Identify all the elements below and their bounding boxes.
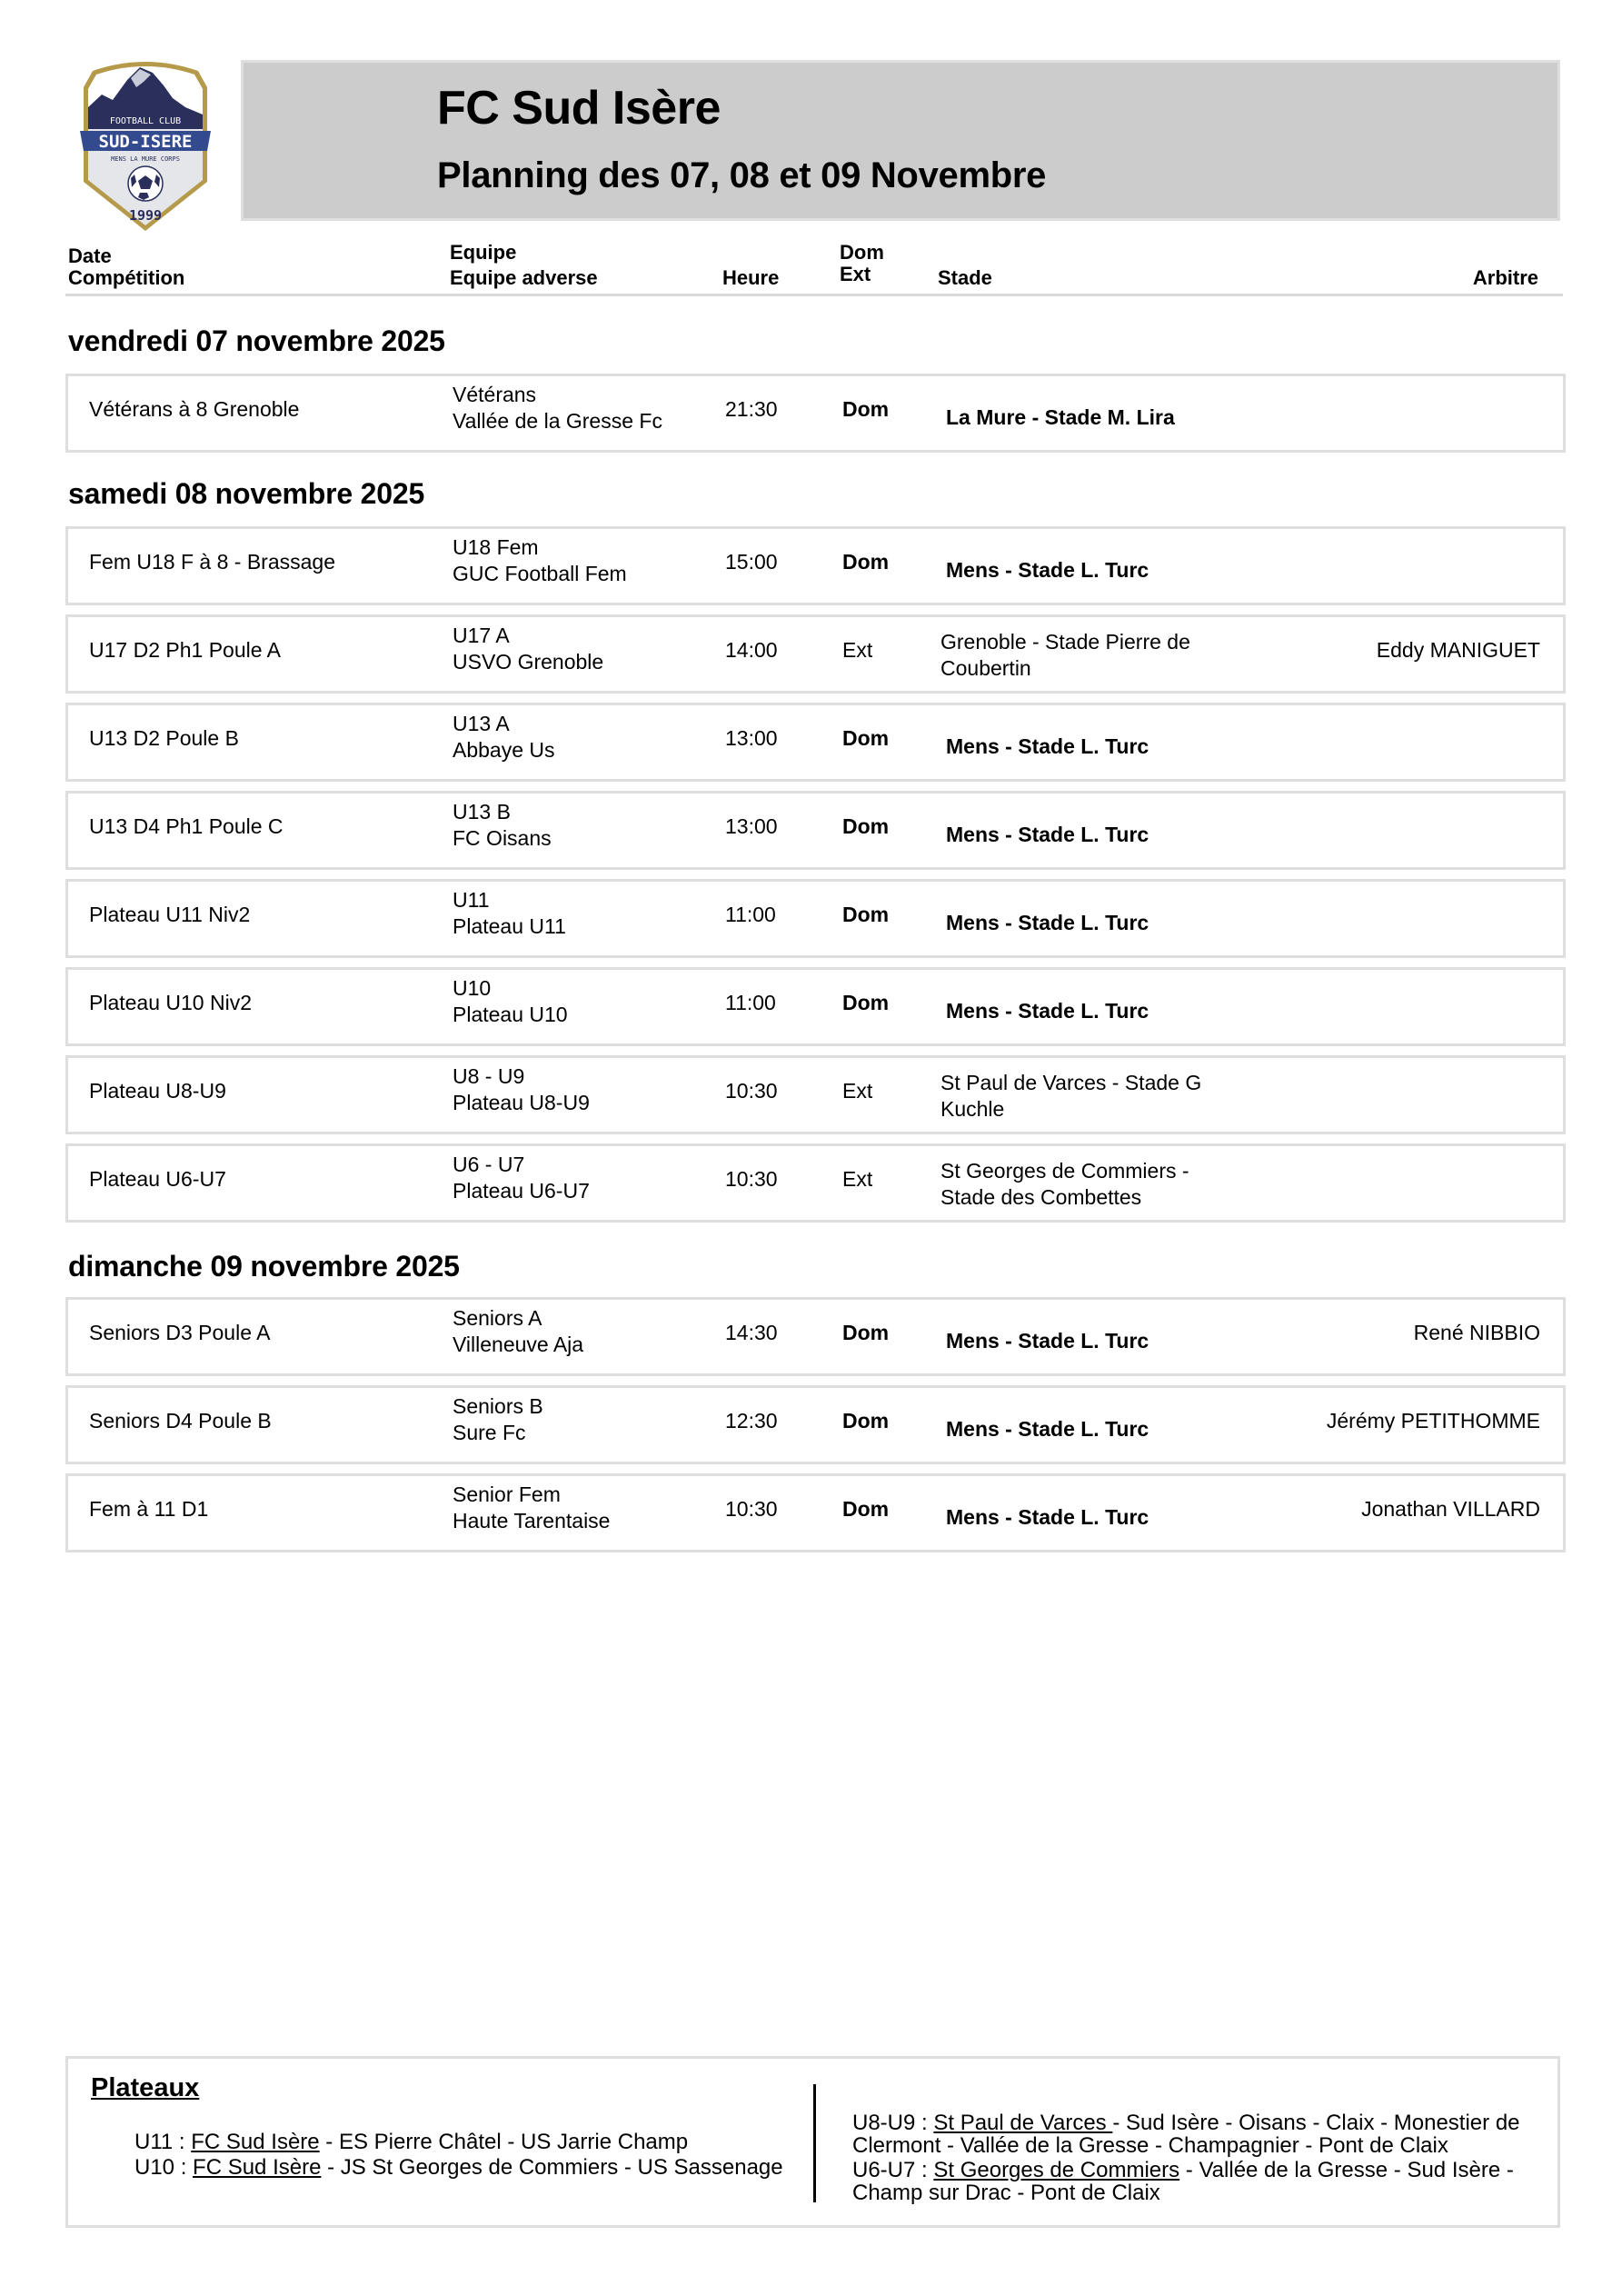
match-home-away: Dom — [842, 1497, 890, 1521]
match-home-away: Dom — [842, 1409, 890, 1433]
match-opponent: USVO Grenoble — [453, 650, 604, 674]
match-stadium — [946, 1309, 1246, 1373]
svg-text:1999: 1999 — [128, 207, 163, 224]
match-row — [65, 1297, 1566, 1376]
match-time: 14:00 — [725, 638, 778, 662]
match-team: Senior Fem — [453, 1482, 561, 1506]
header-date: Date — [68, 245, 112, 267]
stadium-name: St Paul de Varces - Stade G Kuchle — [940, 1071, 1202, 1121]
match-home-away: Ext — [842, 1079, 873, 1103]
match-row — [65, 967, 1566, 1046]
match-teams — [453, 534, 627, 587]
match-teams — [453, 623, 603, 675]
match-row — [65, 526, 1566, 605]
match-opponent: Plateau U10 — [453, 1003, 568, 1026]
match-competition: Fem à 11 D1 — [89, 1497, 209, 1521]
match-team: U18 Fem — [453, 535, 539, 559]
match-home-away: Ext — [842, 1167, 873, 1191]
match-teams — [453, 1063, 590, 1116]
plateau-category: U6-U7 : — [852, 2158, 934, 2182]
match-row — [65, 614, 1566, 694]
match-referee: Eddy MANIGUET — [1376, 638, 1540, 662]
plateau-line — [134, 2155, 783, 2181]
plateau-teams: - Sud Isère - Oisans - Claix - Monestier de Clermont - Vallée de la Gresse - Champagnier - Pont de Claix — [852, 2111, 1520, 2158]
match-time: 12:30 — [725, 1409, 778, 1433]
match-home-away: Dom — [842, 726, 890, 750]
match-competition: U17 D2 Ph1 Poule A — [89, 638, 281, 662]
page-title: FC Sud Isère — [437, 82, 721, 135]
stadium-name: Mens - Stade L. Turc — [946, 1328, 1149, 1353]
match-competition: Plateau U6-U7 — [89, 1167, 226, 1191]
plateaux-title: Plateaux — [91, 2073, 200, 2102]
match-opponent: Haute Tarentaise — [453, 1509, 611, 1532]
match-competition: U13 D4 Ph1 Poule C — [89, 814, 284, 838]
match-referee: René NIBBIO — [1413, 1321, 1540, 1344]
match-opponent: Plateau U11 — [453, 914, 566, 938]
match-row — [65, 1473, 1566, 1552]
match-opponent: Villeneuve Aja — [453, 1333, 584, 1356]
stadium-name: Mens - Stade L. Turc — [946, 1416, 1149, 1441]
match-home-away: Dom — [842, 1321, 890, 1344]
match-team: U13 B — [453, 800, 511, 824]
match-teams — [453, 1305, 583, 1358]
match-stadium — [940, 1064, 1240, 1128]
match-team: U11 — [453, 888, 490, 912]
plateau-host: St Georges de Commiers — [933, 2158, 1180, 2182]
match-time: 11:00 — [725, 903, 776, 926]
match-referee: Jérémy PETITHOMME — [1326, 1409, 1540, 1433]
match-stadium — [940, 624, 1240, 687]
match-opponent: Sure Fc — [453, 1421, 526, 1444]
column-headers — [65, 240, 1563, 296]
match-opponent: Plateau U8-U9 — [453, 1091, 590, 1114]
match-teams — [453, 711, 555, 764]
plateaux-box — [65, 2056, 1560, 2228]
match-team: U17 A — [453, 624, 510, 647]
match-time: 14:30 — [725, 1321, 778, 1344]
page-subtitle: Planning des 07, 08 et 09 Novembre — [437, 155, 1047, 195]
match-stadium — [946, 385, 1246, 449]
plateau-teams: - ES Pierre Châtel - US Jarrie Champ — [319, 2130, 689, 2154]
stadium-name: Mens - Stade L. Turc — [946, 557, 1149, 582]
plateau-host: St Paul de Varces — [933, 2111, 1113, 2135]
svg-text:FOOTBALL CLUB: FOOTBALL CLUB — [109, 116, 182, 126]
match-team: Vétérans — [453, 383, 537, 406]
match-competition: Plateau U11 Niv2 — [89, 903, 251, 926]
match-stadium — [946, 979, 1246, 1043]
match-team: U10 — [453, 976, 492, 1000]
match-competition: Fem U18 F à 8 - Brassage — [89, 550, 335, 574]
plateau-line — [134, 2130, 783, 2155]
match-stadium — [940, 1153, 1240, 1216]
match-opponent: GUC Football Fem — [453, 562, 627, 585]
plateau-category: U8-U9 : — [852, 2111, 934, 2135]
match-time: 10:30 — [725, 1497, 778, 1521]
match-home-away: Dom — [842, 903, 890, 926]
match-competition: Seniors D4 Poule B — [89, 1409, 272, 1433]
match-time: 10:30 — [725, 1079, 778, 1103]
match-referee: Jonathan VILLARD — [1361, 1497, 1540, 1521]
match-stadium — [946, 538, 1246, 602]
plateau-teams: - Vallée de la Gresse - Sud Isère - Champ sur Drac - Pont de Claix — [852, 2158, 1514, 2205]
match-home-away: Dom — [842, 991, 890, 1014]
match-stadium — [946, 1485, 1246, 1549]
stadium-name: Mens - Stade L. Turc — [946, 822, 1149, 846]
match-time: 13:00 — [725, 814, 778, 838]
header-heure: Heure — [722, 266, 780, 289]
club-crest-icon — [75, 55, 216, 235]
match-stadium — [946, 1397, 1246, 1461]
match-stadium — [946, 891, 1246, 954]
plateau-category: U10 : — [134, 2155, 194, 2180]
match-competition: Plateau U10 Niv2 — [89, 991, 252, 1014]
match-competition: Vétérans à 8 Grenoble — [89, 397, 300, 421]
match-teams — [453, 1393, 543, 1446]
header-competition: Compétition — [68, 266, 185, 289]
match-team: Seniors B — [453, 1394, 543, 1418]
match-team: U13 A — [453, 712, 510, 735]
match-teams — [453, 1152, 590, 1204]
match-row — [65, 1055, 1566, 1134]
match-row — [65, 791, 1566, 870]
svg-text:MENS LA MURE CORPS: MENS LA MURE CORPS — [111, 155, 180, 163]
day-heading: samedi 08 novembre 2025 — [68, 477, 425, 510]
match-competition: Seniors D3 Poule A — [89, 1321, 271, 1344]
match-row — [65, 1385, 1566, 1464]
match-home-away: Dom — [842, 814, 890, 838]
plateaux-divider — [813, 2084, 816, 2202]
club-logo — [75, 55, 216, 235]
stadium-name: Mens - Stade L. Turc — [946, 998, 1149, 1023]
stadium-name: St Georges de Commiers - Stade des Combettes — [940, 1159, 1189, 1209]
match-row — [65, 1143, 1566, 1223]
day-heading: dimanche 09 novembre 2025 — [68, 1250, 460, 1283]
match-opponent: Vallée de la Gresse Fc — [453, 409, 662, 433]
header-equipe: Equipe — [450, 241, 517, 264]
match-stadium — [946, 714, 1246, 778]
stadium-name: Mens - Stade L. Turc — [946, 910, 1149, 934]
match-teams — [453, 975, 568, 1028]
plateau-teams: - JS St Georges de Commiers - US Sassenage — [321, 2155, 783, 2180]
header-equipe-adverse: Equipe adverse — [450, 266, 598, 289]
header-arbitre: Arbitre — [1472, 266, 1538, 289]
match-row — [65, 879, 1566, 958]
match-team: U6 - U7 — [453, 1153, 525, 1176]
match-time: 21:30 — [725, 397, 778, 421]
plateau-line — [852, 2111, 1543, 2157]
match-home-away: Dom — [842, 550, 890, 574]
match-team: Seniors A — [453, 1306, 542, 1330]
plateaux-right — [852, 2111, 1543, 2206]
plateau-host: FC Sud Isère — [193, 2155, 322, 2180]
match-teams — [453, 1482, 610, 1534]
match-time: 13:00 — [725, 726, 778, 750]
match-time: 10:30 — [725, 1167, 778, 1191]
plateau-category: U11 : — [134, 2130, 192, 2154]
match-row — [65, 703, 1566, 782]
match-opponent: Plateau U6-U7 — [453, 1179, 590, 1203]
match-competition: Plateau U8-U9 — [89, 1079, 226, 1103]
stadium-name: Grenoble - Stade Pierre de Coubertin — [940, 630, 1190, 680]
title-banner — [241, 60, 1560, 221]
match-home-away: Ext — [842, 638, 873, 662]
match-time: 11:00 — [725, 991, 776, 1014]
match-stadium — [946, 803, 1246, 866]
header-dom: Dom — [840, 241, 884, 264]
svg-text:SUD-ISERE: SUD-ISERE — [98, 132, 193, 152]
match-opponent: FC Oisans — [453, 826, 552, 850]
match-teams — [453, 382, 662, 434]
stadium-name: La Mure - Stade M. Lira — [946, 404, 1175, 429]
match-team: U8 - U9 — [453, 1064, 525, 1088]
match-row — [65, 374, 1566, 453]
stadium-name: Mens - Stade L. Turc — [946, 734, 1149, 758]
plateau-host: FC Sud Isère — [191, 2130, 320, 2154]
match-competition: U13 D2 Poule B — [89, 726, 239, 750]
stadium-name: Mens - Stade L. Turc — [946, 1504, 1149, 1529]
match-opponent: Abbaye Us — [453, 738, 555, 762]
match-time: 15:00 — [725, 550, 778, 574]
day-heading: vendredi 07 novembre 2025 — [68, 324, 445, 357]
plateau-line — [852, 2159, 1543, 2204]
match-teams — [453, 887, 566, 940]
plateaux-left — [134, 2130, 783, 2181]
match-teams — [453, 799, 552, 852]
match-home-away: Dom — [842, 397, 890, 421]
header-stade: Stade — [938, 266, 992, 289]
header-ext: Ext — [840, 263, 871, 285]
